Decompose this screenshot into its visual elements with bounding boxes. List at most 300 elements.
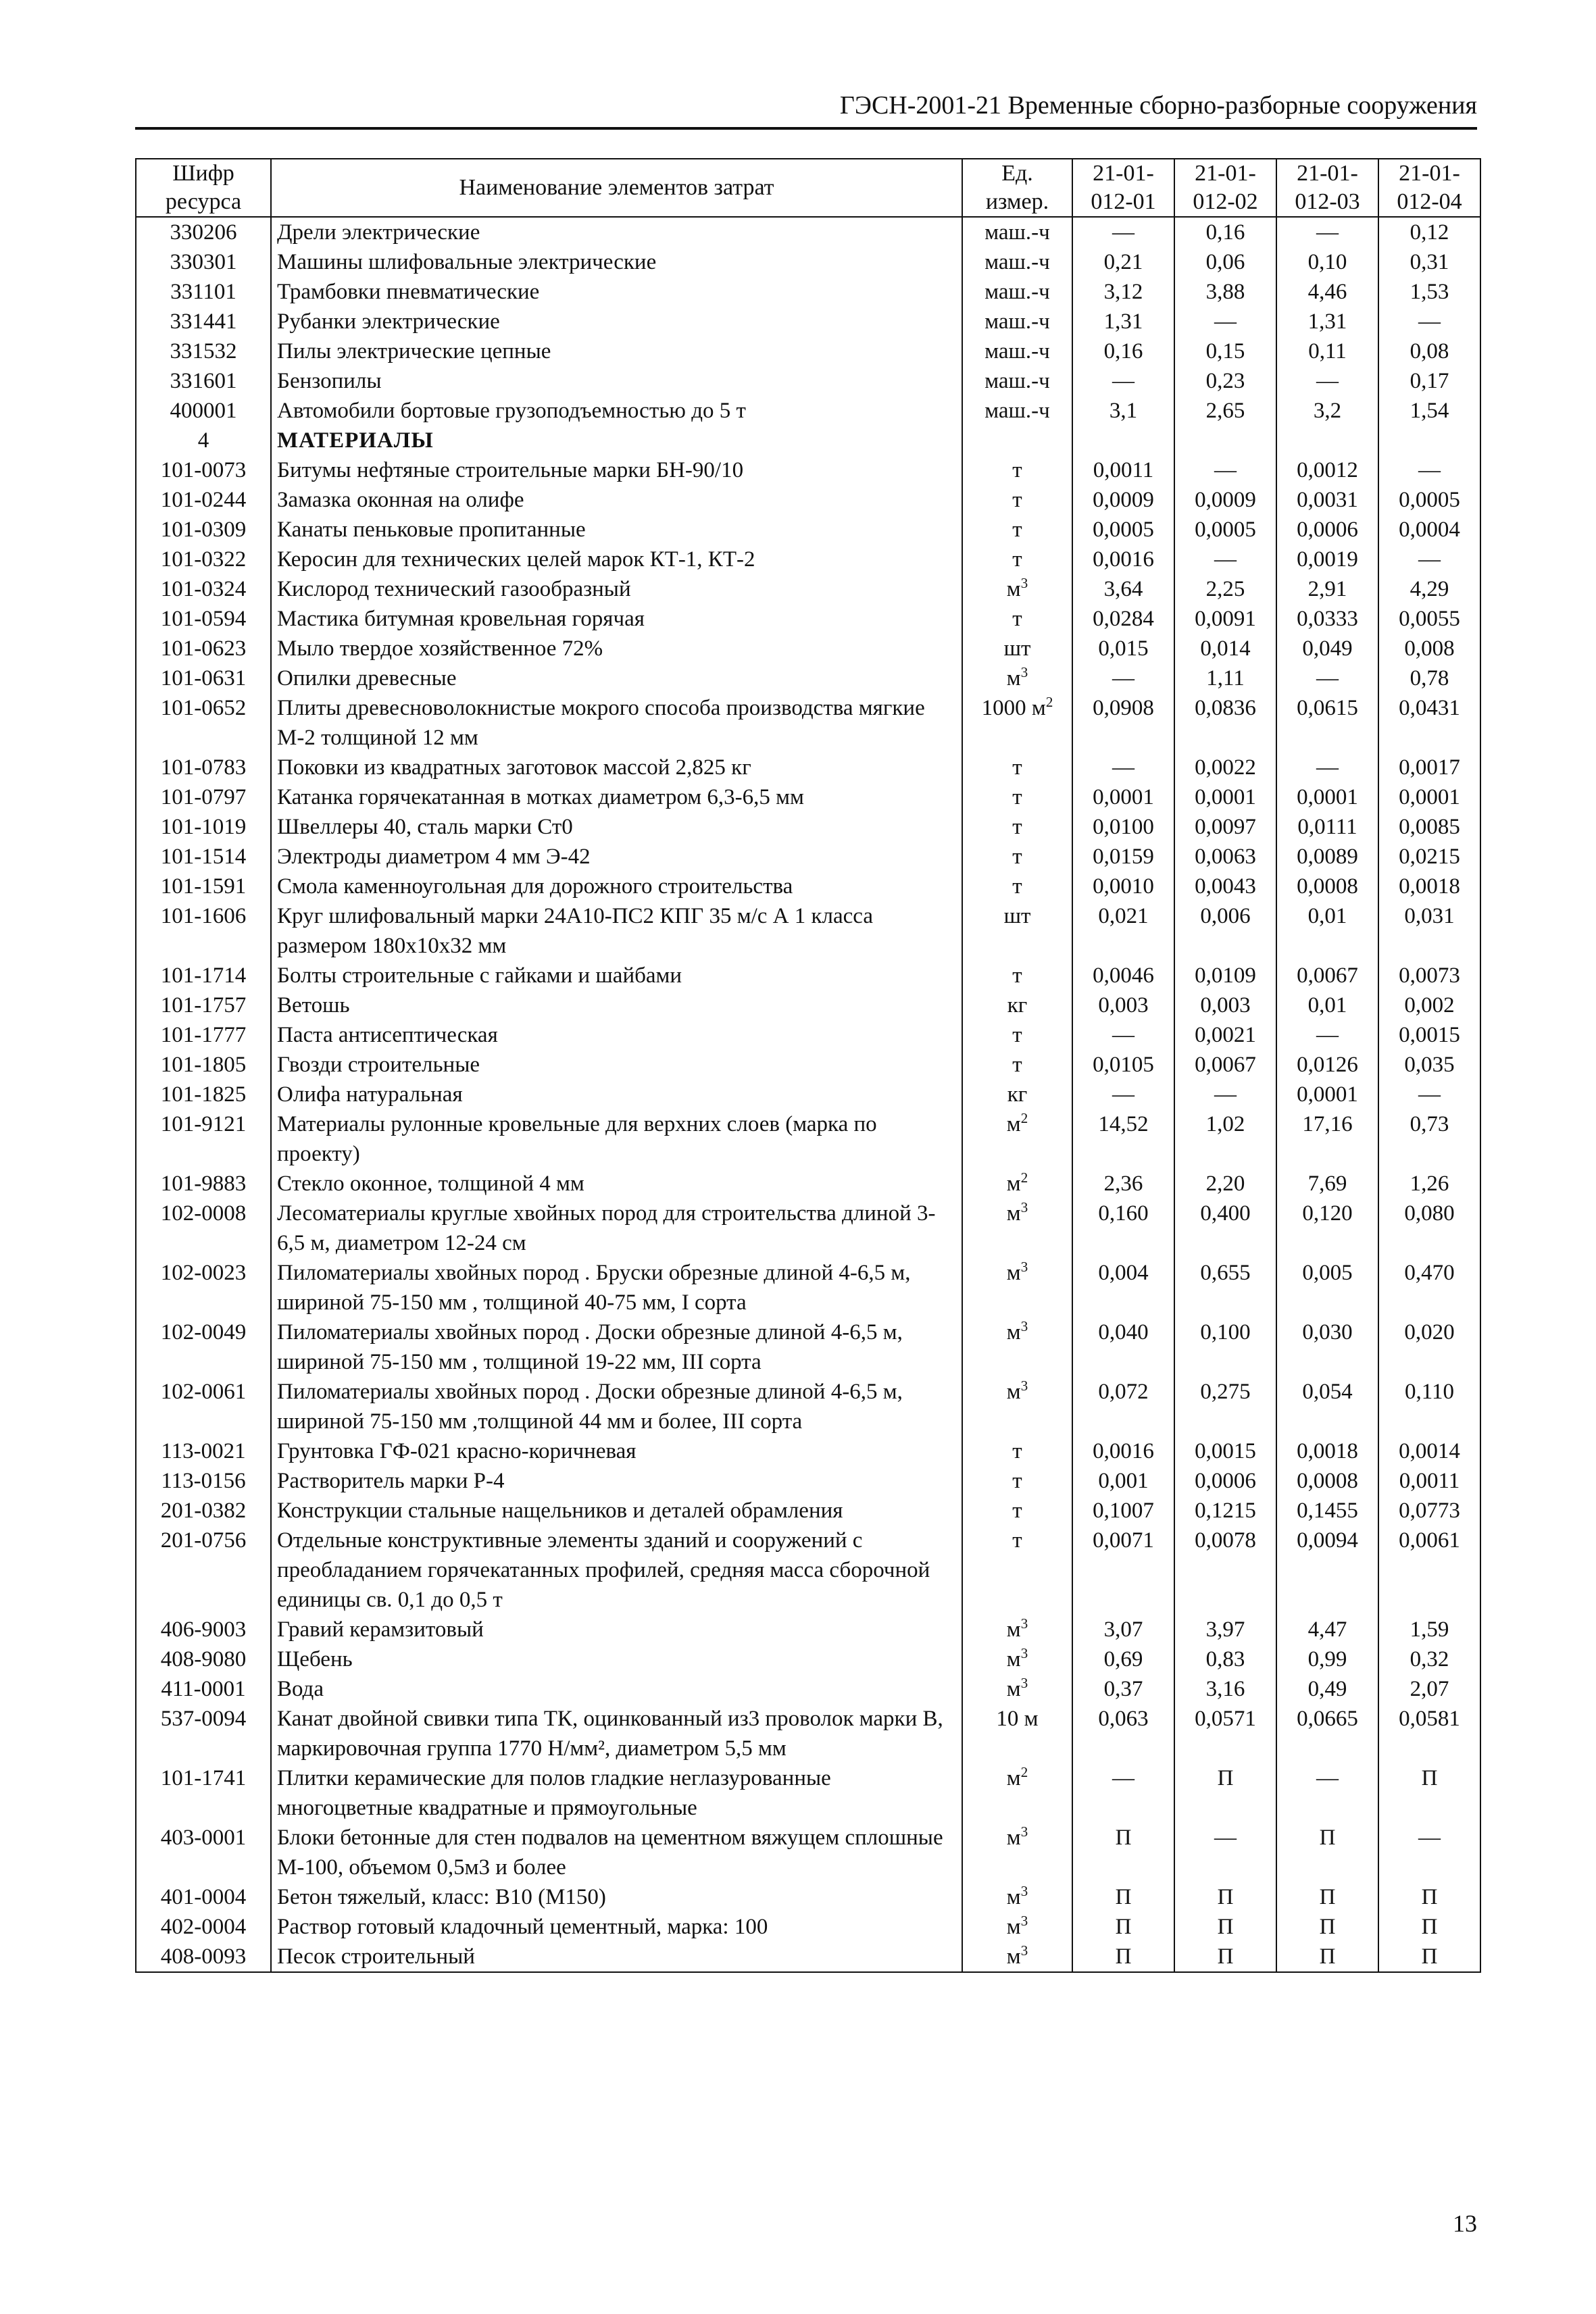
table-body: [136, 217, 1480, 1972]
unit-text: т: [1012, 874, 1022, 899]
resource-value: 0,83: [1174, 1644, 1276, 1674]
resource-name: Электроды диаметром 4 мм Э-42: [271, 842, 962, 872]
header-col-3: 21-01-012-03: [1276, 159, 1378, 217]
resource-code: 101-1777: [136, 1020, 271, 1050]
resource-value: —: [1276, 217, 1378, 247]
unit-text: м: [1006, 1617, 1021, 1642]
resource-name: Гвозди строительные: [271, 1050, 962, 1080]
resource-value: 0,0031: [1276, 485, 1378, 515]
table-row: [136, 872, 1480, 901]
resource-unit: [962, 1050, 1072, 1080]
resource-value: 0,0021: [1174, 1020, 1276, 1050]
unit-text: маш.-ч: [984, 280, 1050, 304]
resource-value: 0,08: [1378, 336, 1480, 366]
resource-value: 0,31: [1378, 247, 1480, 277]
header-unit: Ед. измер.: [962, 159, 1072, 217]
resource-value: 0,1007: [1072, 1496, 1174, 1526]
resource-value: 0,0061: [1378, 1526, 1480, 1615]
resource-value: 0,17: [1378, 366, 1480, 396]
unit-text: м: [1006, 1261, 1021, 1285]
resource-name: Щебень: [271, 1644, 962, 1674]
unit-text: т: [1012, 1528, 1022, 1553]
resource-name: Болты строительные с гайками и шайбами: [271, 961, 962, 990]
resource-value: 0,035: [1378, 1050, 1480, 1080]
resource-unit: [962, 1436, 1072, 1466]
resource-value: 0,0014: [1378, 1436, 1480, 1466]
resource-value: —: [1072, 1080, 1174, 1109]
unit-text: м: [1006, 1172, 1021, 1196]
table-row: [136, 1169, 1480, 1199]
resource-value: 1,59: [1378, 1615, 1480, 1644]
resource-value: 3,12: [1072, 277, 1174, 307]
resource-name: Материалы рулонные кровельные для верхних слоев (марка по проекту): [271, 1109, 962, 1169]
unit-text: кг: [1007, 1082, 1028, 1107]
unit-text: кг: [1007, 993, 1028, 1017]
unit-exponent: 3: [1020, 1615, 1028, 1632]
resource-value: 0,0005: [1072, 515, 1174, 545]
resource-code: 101-1591: [136, 872, 271, 901]
resource-unit: [962, 366, 1072, 396]
resource-code: 101-0797: [136, 782, 271, 812]
resource-name: Растворитель марки Р-4: [271, 1466, 962, 1496]
resource-name: Вода: [271, 1674, 962, 1704]
resource-value: 3,16: [1174, 1674, 1276, 1704]
resource-code: 113-0156: [136, 1466, 271, 1496]
resource-name: Раствор готовый кладочный цементный, марка: 100: [271, 1912, 962, 1942]
resource-code: 406-9003: [136, 1615, 271, 1644]
resource-value: 0,12: [1378, 217, 1480, 247]
resource-value: —: [1378, 455, 1480, 485]
resource-code: 101-0783: [136, 753, 271, 782]
resource-value: —: [1174, 455, 1276, 485]
resource-value: 7,69: [1276, 1169, 1378, 1199]
resource-value: 0,0333: [1276, 604, 1378, 634]
resource-value: 0,0073: [1378, 961, 1480, 990]
resource-value: 0,080: [1378, 1199, 1480, 1258]
unit-text: т: [1012, 518, 1022, 542]
unit-text: маш.-ч: [984, 399, 1050, 423]
resource-unit: [962, 485, 1072, 515]
resource-name: Круг шлифовальный марки 24А10-ПС2 КПГ 35 м/с А 1 класса размером 180х10х32 мм: [271, 901, 962, 961]
unit-text: т: [1012, 488, 1022, 512]
resource-value: П: [1174, 1912, 1276, 1942]
resource-code: 331601: [136, 366, 271, 396]
resource-value: 0,01: [1276, 901, 1378, 961]
table-row: [136, 1050, 1480, 1080]
resource-value: П: [1378, 1912, 1480, 1942]
resource-value: 1,31: [1276, 307, 1378, 336]
unit-text: т: [1012, 458, 1022, 482]
resource-value: 0,10: [1276, 247, 1378, 277]
header-col-2: 21-01-012-02: [1174, 159, 1276, 217]
resource-code: 331441: [136, 307, 271, 336]
table-row: [136, 1496, 1480, 1526]
table-row: [136, 1109, 1480, 1169]
resource-code: 101-1825: [136, 1080, 271, 1109]
table-row: [136, 634, 1480, 663]
resource-code: 101-1606: [136, 901, 271, 961]
unit-text: м: [1006, 1647, 1021, 1671]
table-header-row: [136, 159, 1480, 217]
unit-exponent: 3: [1020, 1942, 1028, 1959]
resource-name: Кислород технический газообразный: [271, 574, 962, 604]
resource-value: 0,054: [1276, 1377, 1378, 1436]
resource-value: 0,11: [1276, 336, 1378, 366]
resource-name: Гравий керамзитовый: [271, 1615, 962, 1644]
table-row: [136, 1377, 1480, 1436]
resource-unit: [962, 1317, 1072, 1377]
resource-value: 0,0008: [1276, 1466, 1378, 1496]
resource-value: —: [1378, 1080, 1480, 1109]
unit-text: т: [1012, 1439, 1022, 1463]
resource-unit: [962, 515, 1072, 545]
table-row: [136, 1644, 1480, 1674]
unit-text: м: [1006, 1677, 1021, 1701]
resource-value: 0,16: [1072, 336, 1174, 366]
resource-value: 0,0094: [1276, 1526, 1378, 1615]
resource-unit: [962, 1882, 1072, 1912]
resource-value: 0,0100: [1072, 812, 1174, 842]
resource-code: 113-0021: [136, 1436, 271, 1466]
unit-exponent: 3: [1020, 1645, 1028, 1661]
resource-value: 0,0009: [1174, 485, 1276, 515]
unit-text: т: [1012, 963, 1022, 988]
resource-value: [1276, 426, 1378, 455]
table-row: [136, 1823, 1480, 1882]
table-row: [136, 782, 1480, 812]
resource-value: 0,0001: [1276, 1080, 1378, 1109]
table-row: [136, 990, 1480, 1020]
resource-value: [1174, 426, 1276, 455]
resource-value: 0,0018: [1378, 872, 1480, 901]
resource-value: 0,400: [1174, 1199, 1276, 1258]
resource-unit: [962, 812, 1072, 842]
unit-text: шт: [1003, 904, 1031, 928]
header-code: Шифр ресурса: [136, 159, 271, 217]
resource-name: Пиломатериалы хвойных пород . Доски обрезные длиной 4-6,5 м, шириной 75-150 мм ,толщиной 44 мм и более, III сорта: [271, 1377, 962, 1436]
resource-value: 0,0010: [1072, 872, 1174, 901]
resource-value: 0,0089: [1276, 842, 1378, 872]
resource-value: 2,20: [1174, 1169, 1276, 1199]
unit-text: т: [1012, 1499, 1022, 1523]
resource-code: 411-0001: [136, 1674, 271, 1704]
resource-name: Пилы электрические цепные: [271, 336, 962, 366]
resource-value: 0,78: [1378, 663, 1480, 693]
resource-value: 1,31: [1072, 307, 1174, 336]
resource-value: 0,99: [1276, 1644, 1378, 1674]
unit-text: т: [1012, 785, 1022, 809]
resource-unit: [962, 1674, 1072, 1704]
resource-unit: [962, 545, 1072, 574]
resource-value: 0,69: [1072, 1644, 1174, 1674]
resource-value: 0,49: [1276, 1674, 1378, 1704]
resource-unit: [962, 426, 1072, 455]
header-col-1: 21-01-012-01: [1072, 159, 1174, 217]
resource-value: 0,0006: [1174, 1466, 1276, 1496]
unit-text: маш.-ч: [984, 309, 1050, 334]
resource-name: Керосин для технических целей марок КТ-1, КТ-2: [271, 545, 962, 574]
unit-exponent: 3: [1020, 1259, 1028, 1275]
table-row: [136, 277, 1480, 307]
resource-value: 0,0067: [1276, 961, 1378, 990]
resource-value: —: [1378, 545, 1480, 574]
resource-value: 0,063: [1072, 1704, 1174, 1763]
resource-name: Песок строительный: [271, 1942, 962, 1972]
table-row: [136, 1704, 1480, 1763]
resource-code: 101-1741: [136, 1763, 271, 1823]
resource-unit: [962, 247, 1072, 277]
resource-code: 101-0623: [136, 634, 271, 663]
resource-unit: [962, 634, 1072, 663]
unit-text: т: [1012, 815, 1022, 839]
resource-value: 0,0665: [1276, 1704, 1378, 1763]
resource-name: Бензопилы: [271, 366, 962, 396]
resource-value: 0,0111: [1276, 812, 1378, 842]
resource-value: 2,25: [1174, 574, 1276, 604]
resource-name: Поковки из квадратных заготовок массой 2,825 кг: [271, 753, 962, 782]
resource-code: 101-9883: [136, 1169, 271, 1199]
resource-value: 0,0001: [1174, 782, 1276, 812]
resource-value: 0,0005: [1174, 515, 1276, 545]
resource-name: Плиты древесноволокнистые мокрого способа производства мягкие М-2 толщиной 12 мм: [271, 693, 962, 753]
resource-value: —: [1174, 545, 1276, 574]
resource-value: 0,0017: [1378, 753, 1480, 782]
unit-text: м: [1006, 1320, 1021, 1344]
resource-name: Плитки керамические для полов гладкие неглазурованные многоцветные квадратные и прямоугольные: [271, 1763, 962, 1823]
resource-code: 402-0004: [136, 1912, 271, 1942]
resource-name: Канат двойной свивки типа ТК, оцинкованный из3 проволок марки В, маркировочная группа 1770 Н/мм², диаметром 5,5 мм: [271, 1704, 962, 1763]
resource-code: 408-9080: [136, 1644, 271, 1674]
resource-code: 101-0322: [136, 545, 271, 574]
resource-code: 102-0061: [136, 1377, 271, 1436]
resource-value: 0,003: [1072, 990, 1174, 1020]
resource-unit: [962, 842, 1072, 872]
resource-unit: [962, 307, 1072, 336]
resource-value: 0,0908: [1072, 693, 1174, 753]
resource-unit: [962, 693, 1072, 753]
resource-value: —: [1276, 663, 1378, 693]
resource-unit: [962, 1704, 1072, 1763]
resource-value: П: [1072, 1882, 1174, 1912]
resource-value: 0,0011: [1378, 1466, 1480, 1496]
unit-exponent: 3: [1020, 1318, 1028, 1334]
resource-value: П: [1072, 1942, 1174, 1972]
unit-text: м: [1006, 1201, 1021, 1226]
table-row: [136, 1882, 1480, 1912]
resource-value: 3,1: [1072, 396, 1174, 426]
resource-value: —: [1276, 753, 1378, 782]
resource-value: 1,02: [1174, 1109, 1276, 1169]
resource-value: 0,0571: [1174, 1704, 1276, 1763]
resource-code: 408-0093: [136, 1942, 271, 1972]
unit-text: м: [1006, 1826, 1021, 1850]
resource-value: 0,0001: [1276, 782, 1378, 812]
resource-value: П: [1072, 1823, 1174, 1882]
table-row: [136, 217, 1480, 247]
resource-value: —: [1174, 1823, 1276, 1882]
resource-name: Пиломатериалы хвойных пород . Доски обрезные длиной 4-6,5 м, шириной 75-150 мм , толщиной 19-22 мм, III сорта: [271, 1317, 962, 1377]
resource-value: —: [1378, 307, 1480, 336]
resource-value: —: [1276, 366, 1378, 396]
resource-unit: [962, 574, 1072, 604]
resource-code: 4: [136, 426, 271, 455]
resource-value: [1378, 426, 1480, 455]
resource-code: 101-0244: [136, 485, 271, 515]
resource-unit: [962, 1466, 1072, 1496]
resource-value: 0,002: [1378, 990, 1480, 1020]
table-row: [136, 545, 1480, 574]
resource-name: Рубанки электрические: [271, 307, 962, 336]
unit-exponent: 3: [1020, 1675, 1028, 1691]
resource-value: —: [1276, 1763, 1378, 1823]
resource-value: П: [1072, 1912, 1174, 1942]
resource-name: Катанка горячекатанная в мотках диаметром 6,3-6,5 мм: [271, 782, 962, 812]
resource-unit: [962, 872, 1072, 901]
resource-value: П: [1378, 1942, 1480, 1972]
resource-value: 0,0431: [1378, 693, 1480, 753]
resource-name: Смола каменноугольная для дорожного строительства: [271, 872, 962, 901]
resource-name: Паста антисептическая: [271, 1020, 962, 1050]
resource-value: 1,26: [1378, 1169, 1480, 1199]
resource-code: 401-0004: [136, 1882, 271, 1912]
resource-code: 101-1714: [136, 961, 271, 990]
resource-value: 2,36: [1072, 1169, 1174, 1199]
resource-value: 0,275: [1174, 1377, 1276, 1436]
resource-value: —: [1378, 1823, 1480, 1882]
resource-unit: [962, 1377, 1072, 1436]
unit-exponent: 2: [1045, 694, 1053, 710]
document-title: ГЭСН-2001-21 Временные сборно-разборные сооружения: [839, 91, 1477, 120]
unit-exponent: 2: [1020, 1764, 1028, 1780]
resource-value: 0,100: [1174, 1317, 1276, 1377]
resource-value: 17,16: [1276, 1109, 1378, 1169]
resource-value: П: [1276, 1882, 1378, 1912]
table-row: [136, 753, 1480, 782]
unit-text: 10 м: [996, 1707, 1039, 1731]
resource-unit: [962, 1615, 1072, 1644]
resource-value: 0,15: [1174, 336, 1276, 366]
resource-name: Пиломатериалы хвойных пород . Бруски обрезные длиной 4-6,5 м, шириной 75-150 мм , толщиной 40-75 мм, I сорта: [271, 1258, 962, 1317]
resource-value: 0,0836: [1174, 693, 1276, 753]
unit-text: маш.-ч: [984, 220, 1050, 245]
resource-unit: [962, 1496, 1072, 1526]
unit-text: м: [1006, 1915, 1021, 1939]
resource-value: 2,65: [1174, 396, 1276, 426]
resource-code: 101-0652: [136, 693, 271, 753]
resource-value: —: [1072, 663, 1174, 693]
resource-value: —: [1072, 1763, 1174, 1823]
resource-name: Опилки древесные: [271, 663, 962, 693]
resource-value: 3,64: [1072, 574, 1174, 604]
unit-exponent: 3: [1020, 664, 1028, 680]
resource-value: —: [1072, 1020, 1174, 1050]
page-header: [135, 89, 1477, 130]
resource-code: 101-0594: [136, 604, 271, 634]
table-row: [136, 1020, 1480, 1050]
unit-text: 1000 м: [981, 696, 1046, 720]
resource-value: 0,0126: [1276, 1050, 1378, 1080]
resource-value: 4,47: [1276, 1615, 1378, 1644]
resource-unit: [962, 1020, 1072, 1050]
resource-code: 403-0001: [136, 1823, 271, 1882]
resource-value: 0,015: [1072, 634, 1174, 663]
resource-value: 0,003: [1174, 990, 1276, 1020]
resource-name: Блоки бетонные для стен подвалов на цементном вяжущем сплошные М-100, объемом 0,5м3 и более: [271, 1823, 962, 1882]
table-row: [136, 1080, 1480, 1109]
unit-text: т: [1012, 547, 1022, 572]
resource-name: Мастика битумная кровельная горячая: [271, 604, 962, 634]
header-col-4: 21-01-012-04: [1378, 159, 1480, 217]
resource-value: 0,0043: [1174, 872, 1276, 901]
resource-value: 0,23: [1174, 366, 1276, 396]
resource-value: 0,655: [1174, 1258, 1276, 1317]
unit-exponent: 2: [1020, 1169, 1028, 1186]
resource-name: Конструкции стальные нащельников и деталей обрамления: [271, 1496, 962, 1526]
resource-value: 0,014: [1174, 634, 1276, 663]
resource-code: 101-0324: [136, 574, 271, 604]
table-row: [136, 366, 1480, 396]
table-row: [136, 693, 1480, 753]
resource-value: 0,0055: [1378, 604, 1480, 634]
resource-value: —: [1174, 307, 1276, 336]
resource-code: 102-0008: [136, 1199, 271, 1258]
resource-code: 330206: [136, 217, 271, 247]
resource-value: [1072, 426, 1174, 455]
resource-value: 0,0016: [1072, 1436, 1174, 1466]
resource-value: 14,52: [1072, 1109, 1174, 1169]
resource-value: 0,0078: [1174, 1526, 1276, 1615]
resource-value: 0,0085: [1378, 812, 1480, 842]
resource-value: П: [1378, 1882, 1480, 1912]
resource-name: Лесоматериалы круглые хвойных пород для строительства длиной 3-6,5 м, диаметром 12-24 см: [271, 1199, 962, 1258]
resource-value: 0,072: [1072, 1377, 1174, 1436]
resource-value: 0,73: [1378, 1109, 1480, 1169]
table-row: [136, 336, 1480, 366]
unit-exponent: 3: [1020, 1883, 1028, 1899]
resource-value: 2,07: [1378, 1674, 1480, 1704]
resource-value: 3,2: [1276, 396, 1378, 426]
resource-value: —: [1072, 753, 1174, 782]
table-row: [136, 1912, 1480, 1942]
resource-unit: [962, 455, 1072, 485]
resource-value: 0,004: [1072, 1258, 1174, 1317]
resource-value: 0,01: [1276, 990, 1378, 1020]
resource-unit: [962, 1169, 1072, 1199]
unit-text: м: [1006, 1885, 1021, 1909]
resource-value: 0,21: [1072, 247, 1174, 277]
resource-code: 331532: [136, 336, 271, 366]
unit-text: т: [1012, 845, 1022, 869]
resource-value: 3,88: [1174, 277, 1276, 307]
resource-value: 0,0284: [1072, 604, 1174, 634]
resource-code: 201-0756: [136, 1526, 271, 1615]
resource-value: 0,120: [1276, 1199, 1378, 1258]
resource-value: 0,0008: [1276, 872, 1378, 901]
resource-unit: [962, 782, 1072, 812]
resource-value: П: [1174, 1942, 1276, 1972]
table-row: [136, 1615, 1480, 1644]
resource-value: 0,0046: [1072, 961, 1174, 990]
resource-unit: [962, 1912, 1072, 1942]
table-row: [136, 247, 1480, 277]
resource-value: 4,46: [1276, 277, 1378, 307]
resource-value: 0,031: [1378, 901, 1480, 961]
table-row: [136, 1526, 1480, 1615]
page-number: 13: [1453, 2210, 1477, 2237]
resource-value: 0,0615: [1276, 693, 1378, 753]
resource-value: П: [1174, 1882, 1276, 1912]
unit-text: т: [1012, 1023, 1022, 1047]
